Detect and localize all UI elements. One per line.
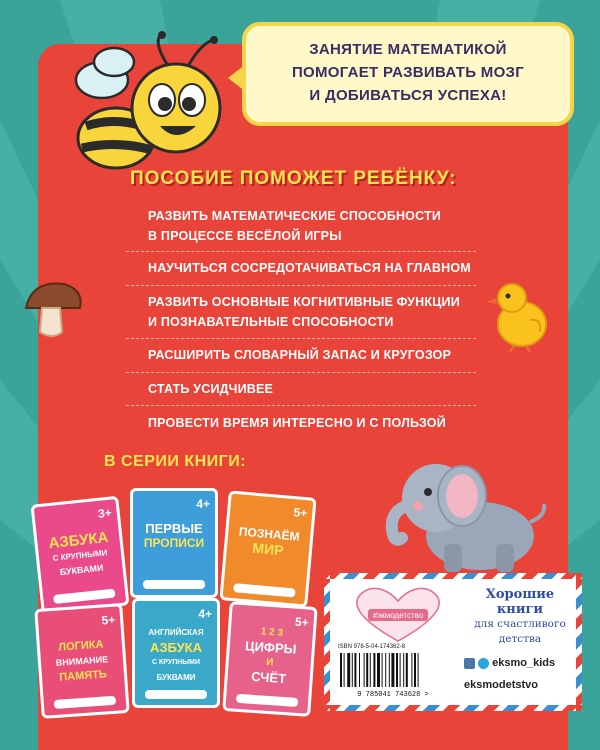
divider [126,251,476,252]
book-bottom-strip [236,694,298,707]
book-title-line: ЦИФРЫ [244,638,297,657]
book-title-line: С КРУПНЫМИ [52,548,108,563]
book-title-line: АНГЛИЙСКАЯ [148,628,204,637]
goal-item [148,413,446,433]
book-bottom-strip [145,690,207,699]
book-title-line: АЗБУКА [47,528,110,553]
goal-line: РАЗВИТЬ ОСНОВНЫЕ КОГНИТИВНЫЕ ФУНКЦИИ [148,295,460,309]
goal-line: И ПОЗНАВАТЕЛЬНЫЕ СПОСОБНОСТИ [148,315,394,329]
book-title-line: ПАМЯТЬ [58,668,108,684]
goal-line: СТАТЬ УСИДЧИВЕЕ [148,382,274,396]
book-title-line: БУКВАМИ [59,562,104,578]
age-badge: 4+ [196,497,210,511]
publisher-card [324,573,582,711]
book-title-line: 1 2 3 [260,626,284,639]
book-title-line: АЗБУКА [150,640,202,655]
age-badge: 5+ [293,505,308,521]
benefits-heading: ПОСОБИЕ ПОМОЖЕТ РЕБЁНКУ: [130,168,457,189]
heart-tag-text: #экмодетство [372,611,424,620]
book-title-line: ПОЗНАЁМ [238,524,301,544]
book-title-line: МИР [251,539,285,559]
bubble-line: И ДОБИВАТЬСЯ УСПЕХА! [309,87,507,104]
book-title-line: С КРУПНЫМИ [151,659,200,666]
bee-illustration [56,30,226,180]
book-title-line: БУКВАМИ [156,673,196,682]
goal-item [148,258,471,278]
book-bottom-strip [143,580,205,589]
speech-bubble [242,22,574,126]
age-badge: 5+ [101,612,116,628]
goal-line: В ПРОЦЕССЕ ВЕСЁЛОЙ ИГРЫ [148,229,342,243]
age-badge: 5+ [294,614,310,630]
age-badge: 3+ [97,505,113,521]
goal-line: РАСШИРИТЬ СЛОВАРНЫЙ ЗАПАС И КРУГОЗОР [148,348,452,362]
book-title-line: СЧЁТ [250,668,287,687]
barcode [336,653,451,697]
goal-line: ПРОВЕСТИ ВРЕМЯ ИНТЕРЕСНО И С ПОЛЬЗОЙ [148,416,446,430]
book-title [228,524,308,561]
book-cover [130,488,218,598]
divider [126,338,476,339]
social-links [464,657,555,669]
slogan-line: детства [498,633,542,645]
book-title [135,521,213,551]
book-cover [30,496,129,615]
book-bottom-strip [53,589,116,604]
vk-icon [464,658,475,669]
site-name: eksmodetstvo [464,679,538,691]
book-cover [132,598,220,708]
divider [126,372,476,373]
book-cover [219,490,316,607]
book-title [229,622,311,687]
book-title-line: ПРОПИСИ [143,536,205,550]
bubble-line: ЗАНЯТИЕ МАТЕМАТИКОЙ [309,41,507,58]
slogan-line: для счастливого [474,618,566,630]
book-bottom-strip [233,583,296,597]
isbn-label: ISBN 978-5-04-174362-8 [338,644,406,650]
heart-logo [338,585,458,643]
goal-item [148,292,460,332]
goal-line: РАЗВИТЬ МАТЕМАТИЧЕСКИЕ СПОСОБНОСТИ [148,209,442,223]
elephant-illustration [380,452,550,574]
goal-line: НАУЧИТЬСЯ СОСРЕДОТАЧИВАТЬСЯ НА ГЛАВНОМ [148,261,471,275]
mushroom-illustration [18,278,88,340]
goal-item [148,206,441,246]
book-title-line: И [265,656,274,669]
goal-item [148,345,451,365]
slogan-line: книги [496,602,544,617]
slogan [466,587,574,647]
book-title [42,636,123,686]
divider [126,405,476,406]
social-handle: eksmo_kids [492,657,556,670]
goal-item [148,379,273,399]
book-bottom-strip [54,696,116,709]
age-badge: 4+ [198,607,212,621]
book-title [39,529,121,582]
telegram-icon [478,658,489,669]
divider [126,285,476,286]
barcode-digits: 9 785041 743628 > [357,691,429,697]
slogan-line: Хорошие [485,587,555,602]
book-cover [34,603,129,719]
chick-illustration [484,276,554,352]
bubble-line: ПОМОГАЕТ РАЗВИВАТЬ МОЗГ [291,64,525,81]
book-title-line: ВНИМАНИЕ [55,654,109,668]
series-heading: В СЕРИИ КНИГИ: [104,453,247,470]
book-title [137,625,215,685]
book-cover [222,601,317,717]
book-title-line: ЛОГИКА [58,638,104,654]
book-title-line: ПЕРВЫЕ [145,521,203,536]
